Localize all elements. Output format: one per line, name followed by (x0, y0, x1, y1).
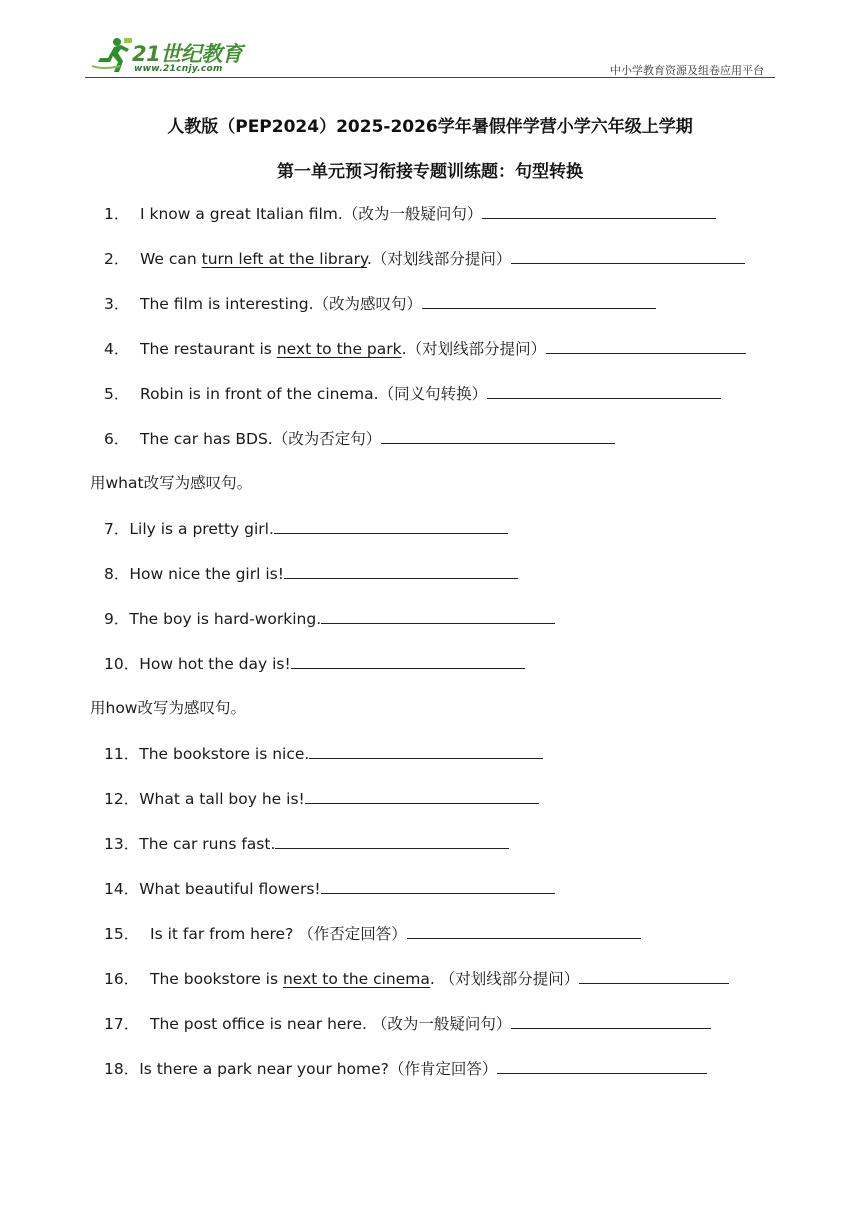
question-number: 5． (104, 385, 130, 403)
worksheet-title: 人教版（PEP2024）2025-2026学年暑假伴学营小学六年级上学期 (167, 117, 693, 137)
question-number: 9． (104, 610, 130, 628)
question-number: 16． (104, 970, 140, 988)
answer-blank[interactable] (482, 202, 716, 219)
question-text: What a tall boy he is! (139, 790, 305, 808)
question-number: 11． (104, 745, 140, 763)
question-number: 14． (104, 880, 140, 898)
question-number: 12． (104, 790, 140, 808)
question-number: 15． (104, 925, 140, 943)
section-heading-how: 用how改写为感叹句。 (90, 699, 246, 717)
question-number: 4． (104, 340, 130, 358)
question-14 (104, 877, 555, 900)
question-hint: （作肯定回答） (388, 1060, 498, 1078)
underlined-phrase: turn left at the library (201, 250, 367, 268)
question-number: 7． (104, 520, 130, 538)
question-8 (104, 562, 518, 585)
question-number: 18． (104, 1060, 140, 1078)
question-hint: （同义句转换） (378, 385, 488, 403)
question-6 (104, 427, 615, 450)
question-hint: （改为感叹句） (313, 295, 423, 313)
question-hint: （改为一般疑问句） (371, 1015, 512, 1033)
question-text: Lily is a pretty girl. (129, 520, 274, 538)
question-text-end: . (401, 340, 407, 358)
question-18 (104, 1057, 707, 1080)
question-2 (104, 247, 745, 270)
answer-blank[interactable] (497, 1057, 707, 1074)
answer-blank[interactable] (546, 337, 746, 354)
question-text: The film is interesting. (140, 295, 314, 313)
question-11 (104, 742, 543, 765)
underlined-phrase: next to the park (276, 340, 402, 358)
question-number: 2． (104, 250, 130, 268)
underlined-phrase: next to the cinema (282, 970, 430, 988)
question-text: The boy is hard-working. (129, 610, 322, 628)
question-7 (104, 517, 508, 540)
question-number: 3． (104, 295, 130, 313)
question-number: 13． (104, 835, 140, 853)
question-16 (104, 967, 729, 990)
question-4 (104, 337, 746, 360)
question-10 (104, 652, 525, 675)
question-15 (104, 922, 641, 945)
runner-logo-icon (90, 36, 134, 76)
question-17 (104, 1012, 711, 1035)
question-hint: （改为否定句） (272, 430, 382, 448)
question-3 (104, 292, 656, 315)
question-number: 10． (104, 655, 140, 673)
question-hint: （对划线部分提问） (371, 250, 512, 268)
answer-blank[interactable] (309, 742, 543, 759)
answer-blank[interactable] (284, 562, 518, 579)
question-text: Robin is in front of the cinema. (140, 385, 379, 403)
question-text: How hot the day is! (139, 655, 291, 673)
question-text: The bookstore is nice. (139, 745, 310, 763)
question-5 (104, 382, 721, 405)
question-text: The restaurant is (140, 340, 277, 358)
question-text: The post office is near here. (150, 1015, 372, 1033)
logo (90, 36, 260, 78)
section-heading-what: 用what改写为感叹句。 (90, 474, 253, 492)
question-hint: （改为一般疑问句） (342, 205, 483, 223)
question-text: The car runs fast. (139, 835, 276, 853)
question-hint: （对划线部分提问） (439, 970, 580, 988)
header-tagline: 中小学教育资源及组卷应用平台 (610, 64, 764, 77)
question-number: 17． (104, 1015, 140, 1033)
question-9 (104, 607, 555, 630)
question-number: 6． (104, 430, 130, 448)
answer-blank[interactable] (275, 832, 509, 849)
answer-blank[interactable] (422, 292, 656, 309)
worksheet-subtitle: 第一单元预习衔接专题训练题：句型转换 (277, 162, 583, 182)
answer-blank[interactable] (305, 787, 539, 804)
question-13 (104, 832, 509, 855)
logo-url: www.21cnjy.com (134, 64, 223, 74)
answer-blank[interactable] (511, 1012, 711, 1029)
answer-blank[interactable] (407, 922, 641, 939)
answer-blank[interactable] (511, 247, 745, 264)
answer-blank[interactable] (487, 382, 721, 399)
answer-blank[interactable] (579, 967, 729, 984)
answer-blank[interactable] (291, 652, 525, 669)
question-text: What beautiful flowers! (139, 880, 321, 898)
question-text: The bookstore is (150, 970, 283, 988)
question-1 (104, 202, 716, 225)
question-text: Is it far from here? (150, 925, 299, 943)
answer-blank[interactable] (381, 427, 615, 444)
question-hint: （对划线部分提问） (406, 340, 547, 358)
question-text-end: . (429, 970, 440, 988)
question-number: 1． (104, 205, 130, 223)
question-text: The car has BDS. (140, 430, 273, 448)
question-text: We can (140, 250, 202, 268)
answer-blank[interactable] (274, 517, 508, 534)
answer-blank[interactable] (321, 607, 555, 624)
page-header (0, 0, 860, 90)
question-hint: （作否定回答） (298, 925, 407, 943)
logo-name: 21世纪教育 (132, 42, 243, 66)
question-text: How nice the girl is! (129, 565, 284, 583)
question-text-end: . (366, 250, 372, 268)
header-divider (85, 77, 775, 78)
answer-blank[interactable] (321, 877, 555, 894)
question-number: 8． (104, 565, 130, 583)
question-text: I know a great Italian film. (140, 205, 343, 223)
question-text: Is there a park near your home? (139, 1060, 389, 1078)
question-12 (104, 787, 539, 810)
